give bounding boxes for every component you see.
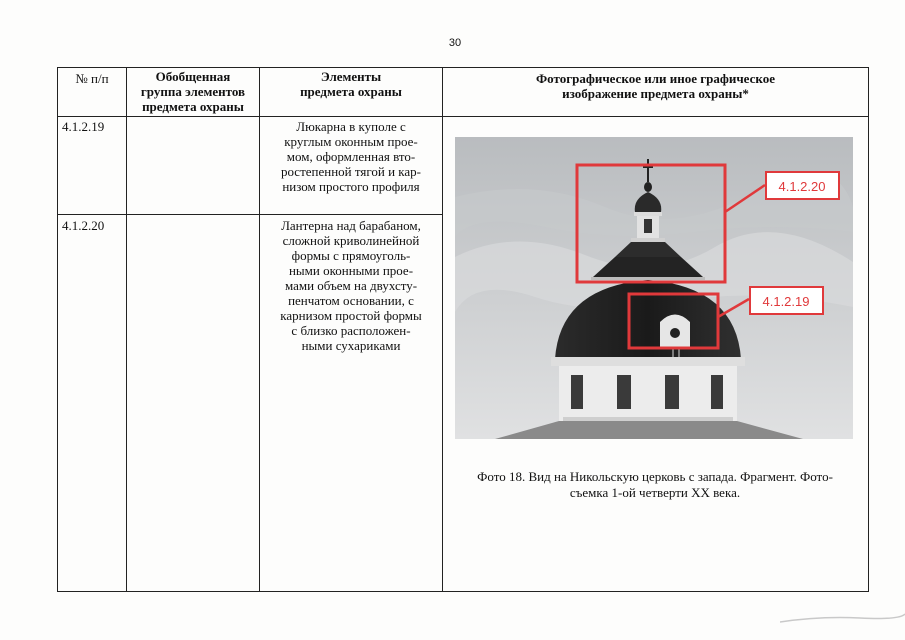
scan-mark: [780, 612, 905, 626]
lucarne-window: [670, 328, 680, 338]
header-num: № п/п: [75, 71, 109, 86]
callout-label-4-1-2-19: 4.1.2.19: [762, 294, 810, 309]
drum-window: [571, 375, 583, 409]
header-divider: [58, 116, 442, 117]
lantern-window: [644, 219, 652, 233]
column-divider: [442, 68, 443, 591]
row-number: 4.1.2.20: [62, 218, 105, 233]
page-number: 30: [448, 37, 462, 49]
drum-window: [617, 375, 631, 409]
header-elements: Элементы предмета охраны: [300, 69, 402, 99]
column-divider: [126, 68, 127, 591]
callout-label-4-1-2-20: 4.1.2.20: [778, 179, 826, 194]
header-group: Обобщенная группа элементов предмета охраны: [140, 69, 246, 114]
church-photo: [455, 137, 853, 439]
cornice: [551, 357, 745, 366]
heritage-table: [57, 67, 869, 592]
header-image: Фотографическое или иное графическое изображение предмета охраны*: [536, 71, 775, 101]
photo-caption: Фото 18. Вид на Никольскую церковь с запада. Фрагмент. Фото- съемка 1-ой четверти XX века.: [477, 469, 833, 500]
drum-window: [711, 375, 723, 409]
orb: [644, 182, 652, 192]
element-description: Лантерна над барабаном, сложной криволинейной формы с прямоуголь- ными оконными прое- мами объем на двухсту- пенчатом основании, с карнизом простой формы с близко расположен- ными сухариками: [280, 218, 422, 353]
row-number: 4.1.2.19: [62, 119, 105, 134]
header-divider: [442, 116, 868, 117]
row-divider: [58, 214, 442, 215]
drum-window: [665, 375, 679, 409]
element-description: Люкарна в куполе с круглым оконным прое- мом, оформленная вто- ростепенной тягой и кар- низом простого профиля: [280, 119, 422, 194]
